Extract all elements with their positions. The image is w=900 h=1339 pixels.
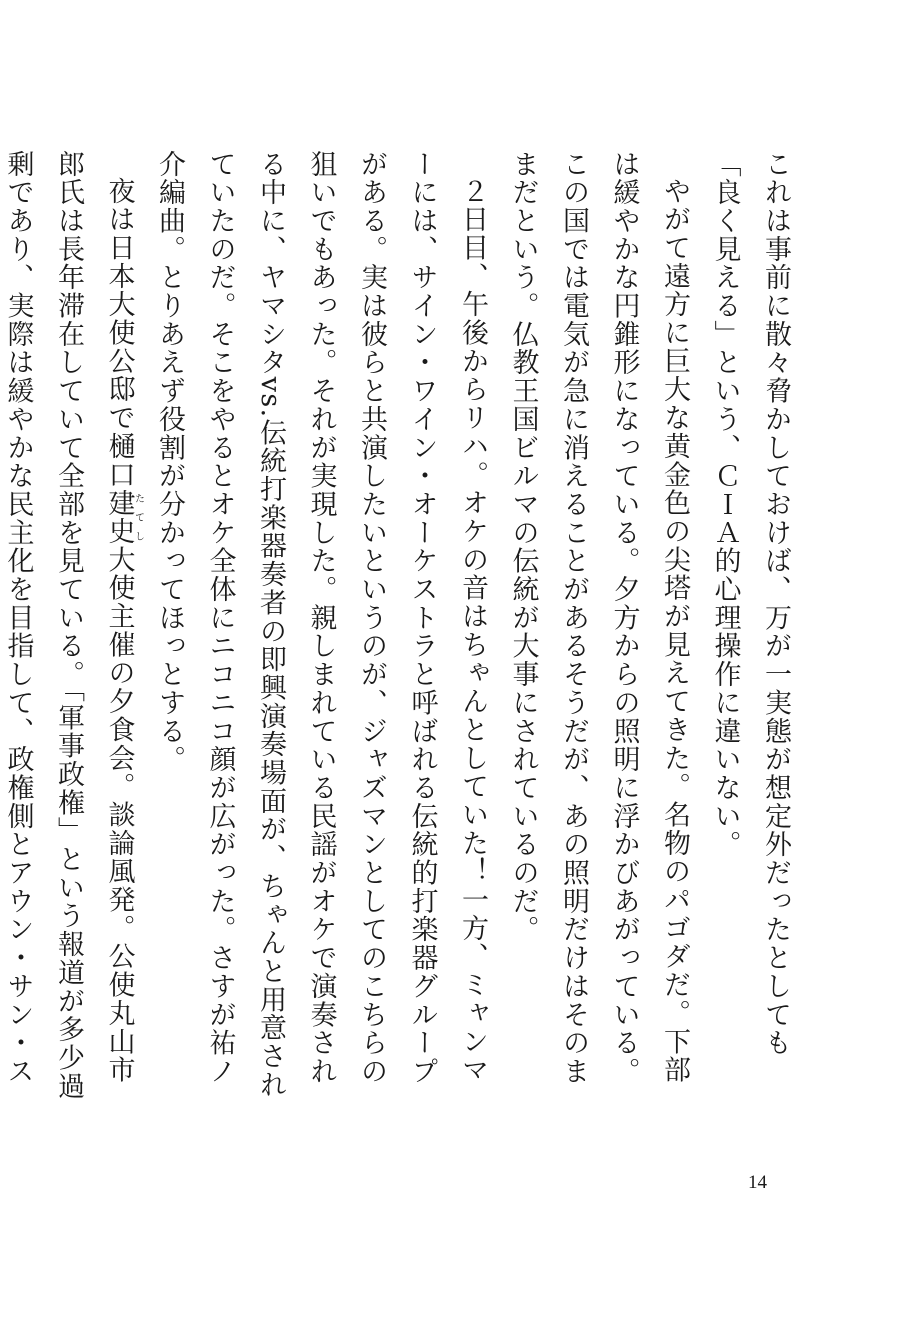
paragraph-1: これは事前に散々脅かしておけば、万が一実態が想定外だったとしても「良く見える」という、ＣＩＡ的心理操作に違いない。 bbox=[709, 150, 791, 1058]
paragraph-2: やがて遠方に巨大な黄金色の尖塔が見えてきた。名物のパゴダだ。下部は緩やかな円錐形になっている。夕方からの照明に浮かびあがっている。この国では電気が急に消えることがあるそうだが、あの照明だけはそのままだという。仏教王国ビルマの伝統が大事にされているのだ。 bbox=[507, 150, 690, 1086]
name-ruby bbox=[103, 488, 144, 546]
ruby-reading: たてし bbox=[132, 488, 144, 546]
ruby-base: 建史 bbox=[103, 488, 135, 546]
paragraph-4-before: 夜は日本大使公邸で樋口 bbox=[103, 177, 135, 489]
paragraph-4 bbox=[0, 150, 144, 1110]
paragraph-3: ２日目、午後からリハ。オケの音はちゃんとしていた！一方、ミャンマーには、サイン・ワイン・オーケストラと呼ばれる伝統的打楽器グループがある。実は彼らと共演したいというのが、ジャズマンとしてのこちらの狙いでもあった。それが実現した。親しまれている民謡がオケで演奏される中に、ヤマシタvs.伝統打楽器奏者の即興演奏場面が、ちゃんと用意されていたのだ。そこをやるとオケ全体にニコニコ顔が広がった。さすが祐ノ介編曲。とりあえず役割が分かってほっとする。 bbox=[154, 150, 488, 1099]
body-text bbox=[2, 150, 800, 1110]
paragraph-4-after: 大使主催の夕食会。談論風発。公使丸山市郎氏は長年滞在していて全部を見ている。「軍事政権」という報道が多少過剰であり、実際は緩やかな民主化を目指して、政権側とアウン・サン・ス bbox=[2, 150, 135, 1101]
page-number: 14 bbox=[748, 1172, 767, 1193]
